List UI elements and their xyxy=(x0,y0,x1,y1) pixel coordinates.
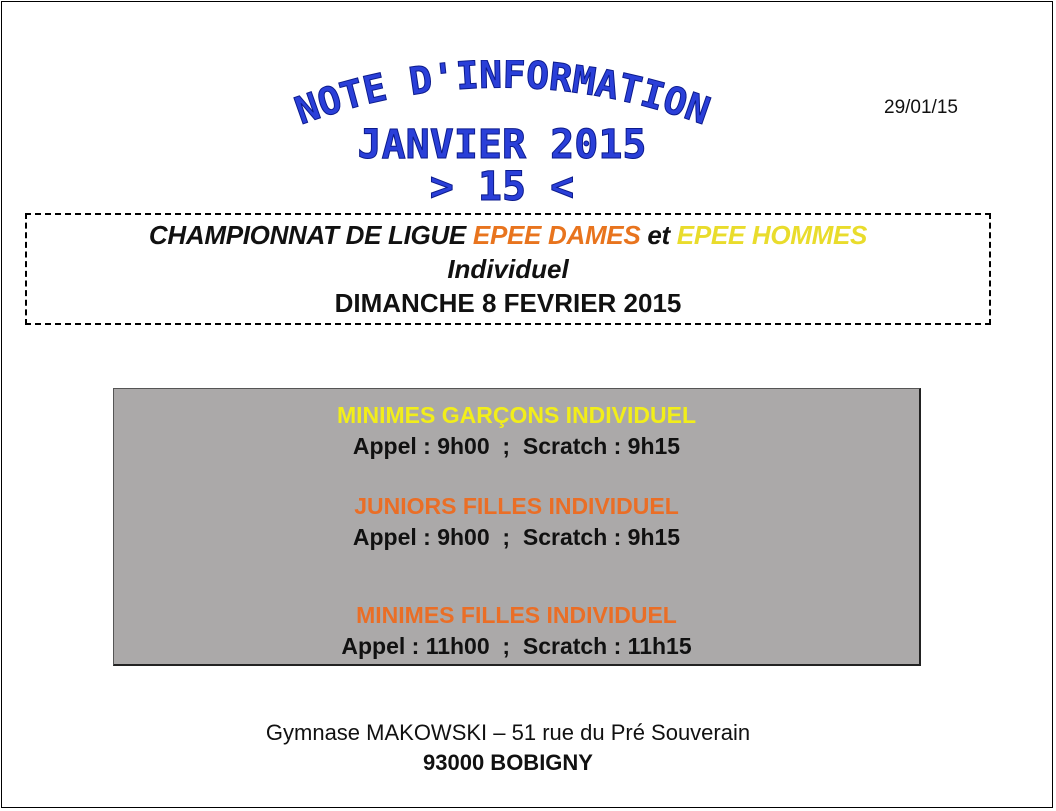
category-block xyxy=(114,493,919,551)
championship-box xyxy=(25,213,991,325)
wordart-line3: > 15 < xyxy=(429,164,575,210)
wordart-title xyxy=(240,60,760,210)
championship-type: Individuel xyxy=(447,254,569,284)
wordart-line2: JANVIER 2015 xyxy=(357,122,647,168)
championship-hommes: EPEE HOMMES xyxy=(676,220,868,250)
championship-dames: EPEE DAMES xyxy=(472,220,641,250)
championship-et: et xyxy=(640,220,677,250)
category-times: Appel : 11h00 ; Scratch : 11h15 xyxy=(341,633,692,659)
category-block xyxy=(114,602,919,660)
document-date: 29/01/15 xyxy=(884,97,958,118)
category-title: MINIMES FILLES INDIVIDUEL xyxy=(356,602,677,628)
category-title: MINIMES GARÇONS INDIVIDUEL xyxy=(336,402,697,428)
category-title: JUNIORS FILLES INDIVIDUEL xyxy=(354,493,679,519)
wordart-line1: NOTE D'INFORMATION xyxy=(289,60,716,134)
category-times: Appel : 9h00 ; Scratch : 9h15 xyxy=(352,524,681,550)
championship-day: DIMANCHE 8 FEVRIER 2015 xyxy=(334,288,682,318)
schedule-box xyxy=(113,388,921,666)
category-times: Appel : 9h00 ; Scratch : 9h15 xyxy=(352,433,681,459)
championship-title xyxy=(27,220,989,251)
venue-city: 93000 BOBIGNY xyxy=(423,750,593,775)
venue-address: Gymnase MAKOWSKI – 51 rue du Pré Souverain xyxy=(265,720,751,745)
championship-prefix: CHAMPIONNAT DE LIGUE xyxy=(148,220,473,250)
category-block xyxy=(114,402,919,460)
